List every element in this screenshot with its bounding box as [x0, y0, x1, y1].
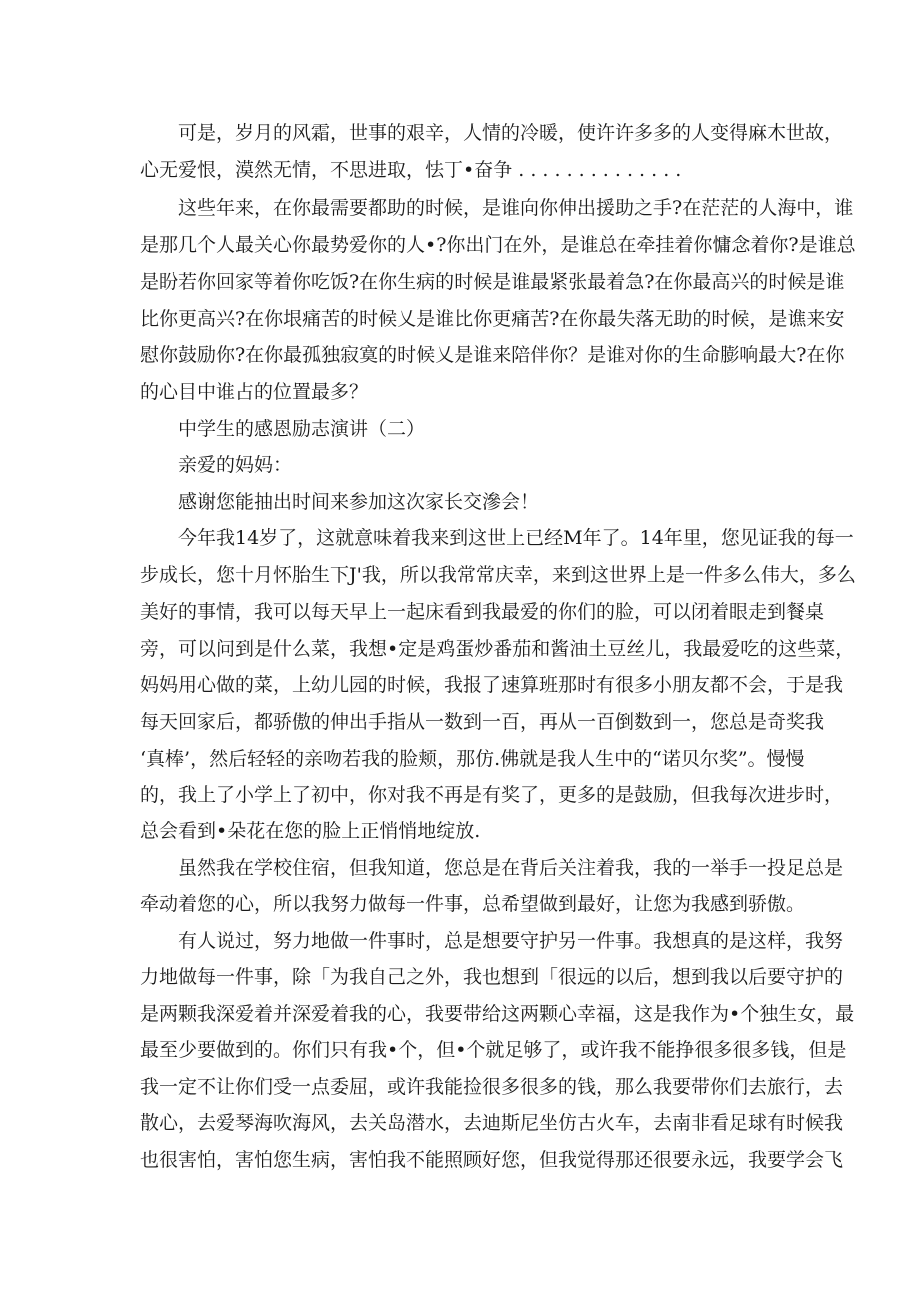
paragraph-line: 步成长，您十月怀胎生下J'我，所以我常常庆幸，来到这世界上是一件多么伟大，多么: [140, 564, 856, 586]
paragraph-line: 有人说过，努力地做一件事时，总是想要守护另一件事。我想真的是这样，我努: [178, 930, 844, 952]
paragraph-line: ‘真棒’，然后轻轻的亲吻若我的脸颊，那仿.佛就是我人生中的“诺贝尔奖”。慢慢: [140, 748, 805, 770]
paragraph-line: 是盼若你回家等着你吃饭?在你生病的时候是谁最紧张最着急?在你最高兴的时候是谁: [140, 271, 845, 293]
paragraph-line: 虽然我在学校住宿，但我知道，您总是在背后关注着我，我的一举手一投足总是: [178, 857, 844, 879]
paragraph-line: 的心目中谁占的位置最多？: [140, 381, 369, 403]
paragraph-line: 我一定不让你们受一点委屈，或许我能捡很多很多的钱，那么我要带你们去旅行，去: [140, 1076, 844, 1098]
paragraph-line: 比你更高兴?在你垠痛苦的时候乂是谁比你更痛苦?在你最失落无助的时候，是谯来安: [140, 308, 845, 330]
paragraph-line: 最至少要做到的。你们只有我•个，但•个就足够了，或许我不能挣很多很多钱，但是: [140, 1039, 847, 1061]
paragraph-line: 妈妈用心做的菜，上幼儿园的时候，我报了速算班那时有很多小朋友都不会，于是我: [140, 674, 844, 696]
paragraph-line: 总会看到•朵花在您的脸上正悄悄地绽放.: [140, 820, 481, 842]
paragraph-line: 每天回家后，都骄傲的伸出手指从一数到一百，再从一百倒数到一，您总是奇奖我: [140, 711, 825, 733]
paragraph-line: 美好的事情，我可以每天早上一起床看到我最爱的你们的脸，可以闭着眼走到餐桌: [140, 601, 825, 623]
section-heading: 中学生的感恩励志演讲（二）: [178, 418, 426, 440]
paragraph-line: 是那几个人最关心你最势爱你的人•?你出门在外，是谁总在牵挂着你慵念着你?是谁总: [140, 234, 856, 256]
paragraph-line: 是两颗我深爱着并深爱着我的心，我要带给这两颗心幸福，这是我作为•个独生女，最: [140, 1003, 855, 1025]
paragraph-line: 的，我上了小学上了初中，你对我不再是有奖了，更多的是鼓励，但我每次进步时，: [140, 784, 844, 806]
paragraph-line: 今年我14岁了，这就意味着我来到这世上已经M年了。14年里，您见证我的每一: [178, 527, 854, 549]
paragraph-line: 散心，去爱琴海吹海风，去关岛潜水，去迪斯尼坐仿古火车，去南非看足球有时候我: [140, 1112, 844, 1134]
salutation: 亲爱的妈妈：: [178, 454, 293, 476]
paragraph-line: 心无爱恨，漠然无情，不思进取，怯丁•奋争 . . . . . . . . . . . . . .: [140, 159, 682, 181]
paragraph-line: 这些年来，在你最需要都助的时候，是谁向你伸出援助之手?在茫茫的人海中，谁: [178, 197, 854, 219]
paragraph-line: 旁，可以问到是什么菜，我想•定是鸡蛋炒番茄和酱油土豆丝儿，我最爱吃的这些菜，: [140, 638, 855, 660]
paragraph-line: 力地做每一件事，除「为我自己之外，我也想到「很远的以后，想到我以后要守护的: [140, 966, 844, 988]
paragraph-line: 慰你鼓励你?在你最孤独寂寞的时候乂是谁来陪伴你？是谁对你的生命膨响最大?在你: [140, 344, 845, 366]
paragraph-line: 也很害怕，害怕您生病，害怕我不能照顾好您，但我觉得那还很要永远，我要学会飞: [140, 1149, 844, 1171]
paragraph-line: 可是，岁月的风霜，世事的艰辛，人情的冷暖，使许许多多的人变得麻木世故，: [178, 122, 844, 144]
thanks-line: 感谢您能抽出时间来参加这次家长交滲会！: [178, 491, 540, 513]
paragraph-line: 牵动着您的心，所以我努力做每一件事，总希望做到最好，让您为我感到骄傲。: [140, 893, 806, 915]
